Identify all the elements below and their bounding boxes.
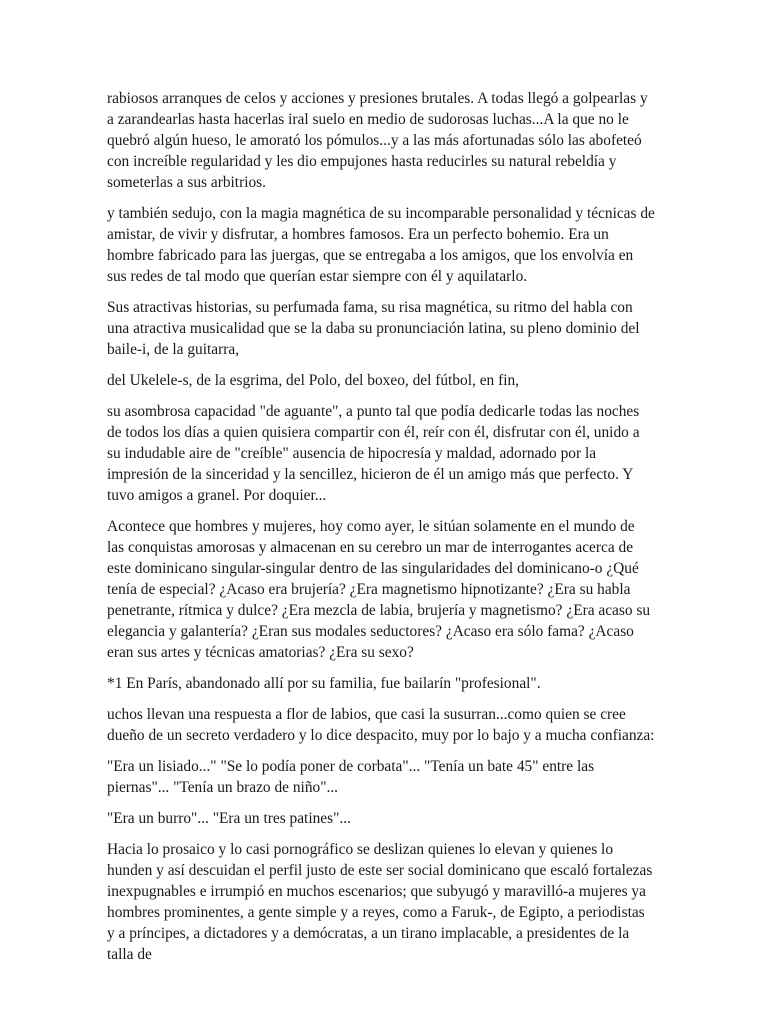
paragraph-6: Acontece que hombres y mujeres, hoy como ayer, le sitúan solamente en el mundo de las conquistas amorosas y almacenan en su cerebro un mar de interrogantes acerca de este dominicano singular-singular dentro de las singularidades del dominicano-o ¿Qué tenía de especial? ¿Acaso era brujería? ¿Era magnetismo hipnotizante? ¿Era su habla penetrante, rítmica y dulce? ¿Era mezcla de labia, brujería y magnetismo? ¿Era acaso su elegancia y galantería? ¿Eran sus modales seductores? ¿Acaso era sólo fama? ¿Acaso eran sus artes y técnicas amatorias? ¿Era su sexo?: [107, 518, 651, 661]
paragraph-2: y también sedujo, con la magia magnética de su incomparable personalidad y técnicas de amistar, de vivir y disfrutar, a hombres famosos. Era un perfecto bohemio. Era un hombre fabricado para las juergas, que se entregaba a los amigos, que los envolvía en sus redes de tal modo que querían estar siempre con él y aquilatarlo.: [107, 205, 655, 285]
paragraph-4: del Ukelele-s, de la esgrima, del Polo, del boxeo, del fútbol, en fin,: [107, 372, 520, 389]
document-body: [107, 88, 655, 975]
paragraph-1: rabiosos arranques de celos y acciones y presiones brutales. A todas llegó a golpearlas y a zarandearlas hasta hacerlas iral suelo en medio de sudorosas luchas...A la que no le quebró algún hueso, le amorató los pómulos...y a las más afortunadas sólo las abofeteó con increíble regularidad y les dio empujones hasta reducirles su natural rebeldía y someterlas a sus arbitrios.: [107, 90, 648, 191]
paragraph-3: Sus atractivas historias, su perfumada fama, su risa magnética, su ritmo del habla con una atractiva musicalidad que se la daba su pronunciación latina, su pleno dominio del baile-i, de la guitarra,: [107, 299, 640, 358]
paragraph-7: uchos llevan una respuesta a flor de labios, que casi la susurran...como quien se cree dueño de un secreto verdadero y lo dice despacito, muy por lo bajo y a mucha confianza:: [107, 706, 655, 744]
quote-1: "Era un lisiado..." "Se lo podía poner de corbata"... "Tenía un bate 45" entre las piernas"... "Tenía un brazo de niño"...: [107, 758, 595, 796]
footnote-1: *1 En París, abandonado allí por su familia, fue bailarín "profesional".: [107, 675, 541, 692]
quote-2: "Era un burro"... "Era un tres patines"...: [107, 810, 351, 827]
paragraph-5: su asombrosa capacidad "de aguante", a punto tal que podía dedicarle todas las noches de todos los días a quien quisiera compartir con él, reír con él, disfrutar con él, unido a su indudable aire de "creíble" ausencia de hipocresía y maldad, adornado por la impresión de la sinceridad y la sencillez, hicieron de él un amigo más que perfecto. Y tuvo amigos a granel. Por doquier...: [107, 403, 640, 504]
paragraph-8: Hacia lo prosaico y lo casi pornográfico se deslizan quienes lo elevan y quienes lo hunden y así descuidan el perfil justo de este ser social dominicano que escaló fortalezas inexpugnables e irrumpió en muchos escenarios; que subyugó y maravilló-a mujeres ya hombres prominentes, a gente simple y a reyes, como a Faruk-, de Egipto, a periodistas y a príncipes, a dictadores y a demócratas, a un tirano implacable, a presidentes de la talla de: [107, 841, 653, 963]
